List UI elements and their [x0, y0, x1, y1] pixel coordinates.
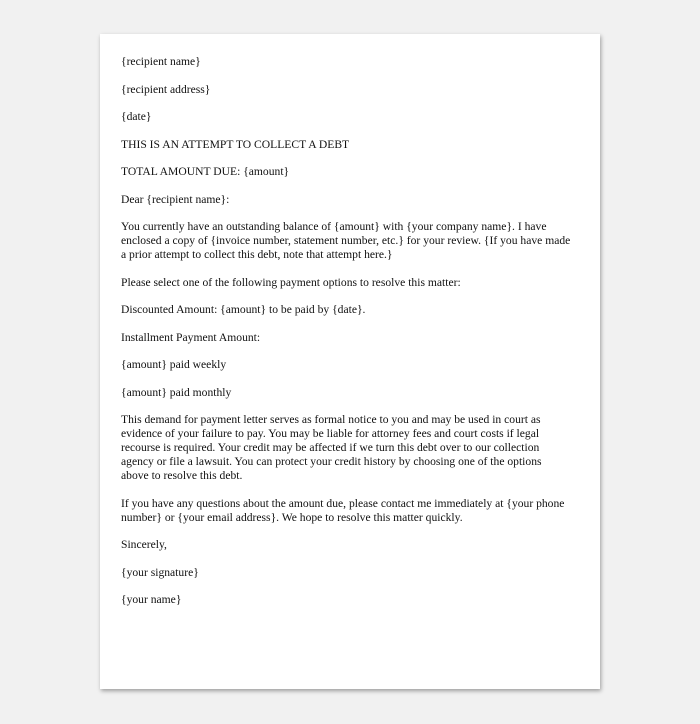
recipient-name: {recipient name} [121, 55, 201, 68]
sender-name: {your name} [121, 593, 182, 606]
paragraph-balance: You currently have an outstanding balance of {amount} with {your company name}. I have enclosed a copy of {invoice number, statement number, etc.} for your review. {If you have made a prior attempt to collect this debt, note that attempt here.} [121, 220, 571, 261]
recipient-address: {recipient address} [121, 82, 211, 96]
option-weekly: {amount} paid weekly [121, 358, 227, 371]
signature: {your signature} [121, 565, 199, 579]
paragraph-formal-notice: This demand for payment letter serves as formal notice to you and may be used in court as evidence of your failure to pay. You may be liable for attorney fees and court costs if legal recourse is required. Your credit may be affected if we turn this debt over to our collection agency or file a lawsuit. You can protect your credit history by choosing one of the options above to resolve this debt. [121, 413, 542, 482]
total-amount-due: TOTAL AMOUNT DUE: {amount} [121, 165, 290, 178]
option-discounted-amount: Discounted Amount: {amount} to be paid by {date}. [121, 303, 366, 316]
letter-page [100, 34, 600, 689]
option-installment-amount: Installment Payment Amount: [121, 330, 261, 344]
option-monthly: {amount} paid monthly [121, 385, 232, 399]
letter-date: {date} [121, 110, 152, 123]
salutation: Dear {recipient name}: [121, 192, 230, 206]
letter-heading: THIS IS AN ATTEMPT TO COLLECT A DEBT [121, 137, 350, 151]
paragraph-payment-options: Please select one of the following payment options to resolve this matter: [121, 275, 461, 289]
closing: Sincerely, [121, 538, 167, 551]
paragraph-contact: If you have any questions about the amount due, please contact me immediately at {your phone number} or {your email address}. We hope to resolve this matter quickly. [121, 496, 565, 524]
